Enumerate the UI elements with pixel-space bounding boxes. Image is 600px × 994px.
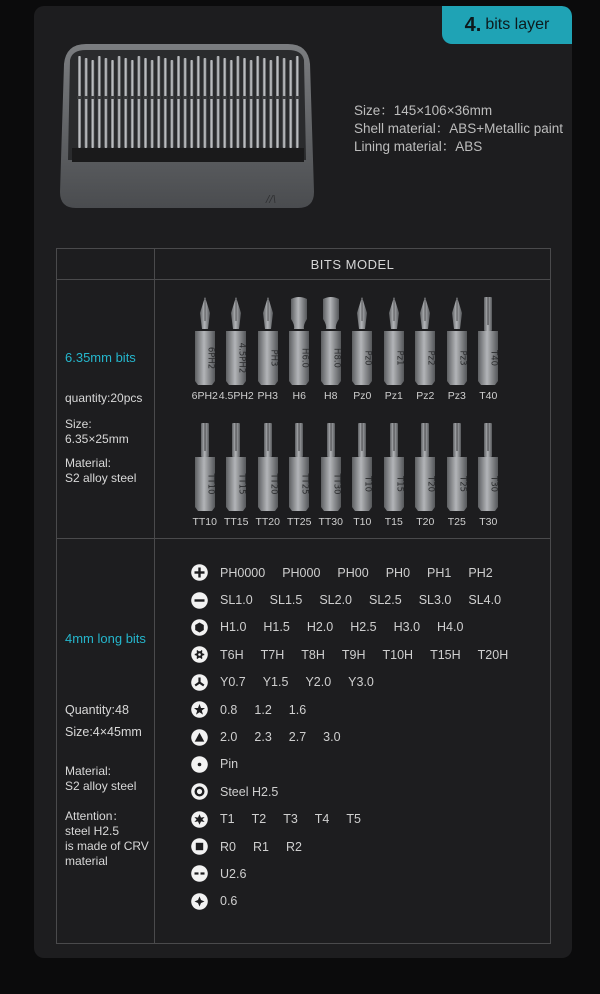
bits-row-2 — [189, 421, 504, 528]
bit-etch-text: TT10 — [205, 473, 216, 495]
bit-tt25 — [284, 421, 316, 528]
bit-pz3 — [441, 295, 473, 402]
bit-size-token: 2.7 — [288, 730, 307, 745]
section1-material-value: S2 alloy steel — [65, 471, 137, 485]
bit-size-token: 1.2 — [254, 702, 272, 717]
bit-label: T20 — [416, 516, 435, 528]
pin-icon — [191, 756, 208, 773]
section2-material — [65, 764, 136, 794]
bit-image — [223, 295, 249, 387]
bit-size-token: SL1.5 — [269, 593, 303, 608]
section2-size: Size:4×45mm — [65, 725, 142, 739]
bit-size-token: H3.0 — [393, 620, 421, 635]
u-type-icon — [191, 865, 208, 882]
bit-size-token: T2 — [251, 812, 267, 827]
bit-etch-text: TT25 — [299, 473, 310, 495]
bit-size-token: T15H — [430, 647, 461, 662]
bit-t25 — [441, 421, 473, 528]
bit-type-row — [191, 586, 525, 613]
bit-etch-text: PH3 — [268, 349, 279, 367]
bit-label: PH3 — [257, 390, 278, 402]
bit-label: Pz1 — [384, 390, 403, 402]
bit-label: TT20 — [255, 516, 280, 528]
section2-title: 4mm long bits — [65, 631, 146, 646]
bit-size-token: 3.0 — [323, 730, 341, 745]
bit-label: H8 — [324, 390, 338, 402]
bit-etch-text: 4.5PH2 — [236, 342, 247, 374]
bit-size-token: T1 — [220, 812, 235, 827]
bit-etch-text: TT15 — [236, 473, 247, 495]
bit-image — [381, 295, 407, 387]
slotted-icon — [191, 592, 208, 609]
bit-pz0 — [347, 295, 379, 402]
torx-icon — [191, 811, 208, 828]
bit-size-token: 0.6 — [220, 894, 238, 909]
bit-label: Pz2 — [416, 390, 435, 402]
spec-shell-material: Shell material：ABS+Metallic paint — [354, 121, 563, 136]
bit-t15 — [378, 421, 410, 528]
header-blank-cell — [57, 249, 155, 280]
bit-image — [223, 421, 249, 513]
bit-type-list — [191, 559, 525, 915]
section2-quantity: Quantity:48 — [65, 703, 129, 717]
bit-image — [255, 421, 281, 513]
tri-wing-icon — [191, 674, 208, 691]
bit-image — [192, 421, 218, 513]
bit-size-token: H2.0 — [306, 620, 334, 635]
bit-type-row — [191, 778, 525, 805]
section1-size — [65, 417, 129, 447]
bit-h6 — [284, 295, 316, 402]
cross-icon — [191, 893, 208, 910]
section2-material-label: Material: — [65, 764, 112, 778]
section2-material-value: S2 alloy steel — [65, 779, 137, 793]
bit-image — [444, 421, 470, 513]
spec-size: Size：145×106×36mm — [354, 103, 493, 118]
bit-image — [412, 295, 438, 387]
bit-image — [475, 295, 501, 387]
bit-size-token: H4.0 — [437, 620, 464, 635]
torx-security-icon — [191, 646, 208, 663]
bit-label: T40 — [479, 390, 498, 402]
bit-label: Pz3 — [447, 390, 466, 402]
section1-size-label: Size: — [65, 417, 92, 431]
bit-size-token: T3 — [283, 812, 298, 827]
bit-etch-text: TT30 — [331, 473, 342, 495]
square-icon — [191, 838, 208, 855]
bit-image — [192, 295, 218, 387]
bit-image — [318, 421, 344, 513]
bit-size-token: R0 — [220, 839, 236, 854]
bit-tt30 — [315, 421, 347, 528]
steel-hex-icon — [191, 783, 208, 800]
bit-size-token: SL2.0 — [319, 593, 353, 608]
bit-ph3 — [252, 295, 284, 402]
bit-etch-text: Pz2 — [425, 350, 436, 366]
tab-number: 4. — [464, 13, 482, 36]
bit-label: 4.5PH2 — [218, 390, 254, 402]
bit-tt10 — [189, 421, 221, 528]
bit-tt15 — [221, 421, 253, 528]
bit-size-token: T10H — [382, 647, 414, 662]
bit-size-token: 1.6 — [288, 702, 307, 717]
phillips-icon — [191, 564, 208, 581]
bit-type-row — [191, 696, 525, 723]
bit-size-token: H2.5 — [350, 620, 377, 635]
bit-image — [255, 295, 281, 387]
bit-image — [381, 421, 407, 513]
bit-type-row — [191, 806, 525, 833]
bit-label: H6 — [292, 390, 306, 402]
bit-t40 — [473, 295, 505, 402]
tab-label: bits layer — [485, 16, 550, 33]
bit-etch-text: T20 — [425, 475, 436, 493]
spec-list — [354, 102, 563, 156]
bit-etch-text: T10 — [362, 475, 373, 493]
bit-size-token: Y3.0 — [348, 675, 374, 690]
bit-etch-text: Pz1 — [394, 350, 405, 366]
section1-size-value: 6.35×25mm — [65, 432, 129, 446]
section-tab — [442, 6, 572, 44]
bit-label: T30 — [479, 516, 498, 528]
bit-size-token: SL3.0 — [418, 593, 452, 608]
bit-image — [444, 295, 470, 387]
bit-label: TT15 — [223, 516, 249, 528]
bit-etch-text: TT20 — [268, 473, 279, 495]
bits-model-header: BITS MODEL — [155, 249, 551, 280]
spec-lining-material: Lining material：ABS — [354, 139, 483, 154]
bit-size-token: PH0 — [385, 565, 411, 580]
section1-quantity: quantity:20pcs — [65, 391, 143, 405]
section2-attention — [65, 809, 149, 869]
bit-type-row — [191, 751, 525, 778]
bit-size-token: T9H — [341, 647, 366, 662]
section2-list-cell — [155, 539, 551, 944]
bit-size-token: T7H — [260, 647, 285, 662]
bit-h8 — [315, 295, 347, 402]
bit-size-token: U2.6 — [220, 866, 247, 881]
bit-type-row — [191, 833, 525, 860]
bit-size-token: R1 — [252, 839, 269, 854]
bit-image — [349, 295, 375, 387]
bit-size-token: Steel H2.5 — [220, 784, 279, 799]
bit-size-token: PH1 — [427, 565, 452, 580]
bit-pz2 — [410, 295, 442, 402]
bit-type-row — [191, 669, 525, 696]
bit-type-row — [191, 614, 525, 641]
bit-label: T15 — [384, 516, 403, 528]
bit-image — [412, 421, 438, 513]
bit-size-token: 0.8 — [220, 702, 238, 717]
bit-size-token: Pin — [220, 757, 239, 772]
bits-layer-card — [34, 6, 572, 958]
bit-t20 — [410, 421, 442, 528]
bit-6ph2 — [189, 295, 221, 402]
bits-row-1 — [189, 295, 504, 402]
bit-etch-text: H6.0 — [299, 348, 310, 368]
bit-size-token: PH00 — [337, 565, 369, 580]
bit-size-token: T6H — [220, 647, 244, 662]
bit-size-token: T8H — [301, 647, 325, 662]
section1-bits-cell — [155, 280, 551, 539]
bit-image — [475, 421, 501, 513]
attention-line-2: steel H2.5 — [65, 824, 120, 838]
bit-image — [286, 421, 312, 513]
section1-material-label: Material: — [65, 456, 112, 470]
bits-box-image — [52, 42, 322, 212]
bit-size-token: H1.0 — [220, 620, 247, 635]
bit-image — [349, 421, 375, 513]
bit-size-token: PH0000 — [220, 565, 266, 580]
bit-t30 — [473, 421, 505, 528]
svg-text://\: //\ — [266, 194, 277, 205]
bit-size-token: Y0.7 — [220, 675, 246, 690]
bit-etch-text: T30 — [488, 475, 499, 493]
bit-size-token: T4 — [314, 812, 330, 827]
bit-size-token: PH2 — [468, 565, 493, 580]
bit-type-row — [191, 723, 525, 750]
bit-size-token: H1.5 — [263, 620, 290, 635]
bit-etch-text: 6PH2 — [205, 346, 216, 370]
bit-etch-text: Pz3 — [457, 350, 468, 366]
bit-size-token: T5 — [346, 812, 361, 827]
bit-size-token: Y1.5 — [262, 675, 289, 690]
bit-size-token: PH000 — [282, 565, 321, 580]
hex-icon — [191, 619, 208, 636]
bit-etch-text: T15 — [394, 475, 405, 493]
bit-type-row — [191, 559, 525, 586]
bit-label: TT10 — [192, 516, 217, 528]
bit-image — [286, 295, 312, 387]
attention-line-4: material — [65, 854, 108, 868]
bit-t10 — [347, 421, 379, 528]
bit-size-token: R2 — [285, 839, 302, 854]
bit-size-token: SL4.0 — [468, 593, 502, 608]
bit-pz1 — [378, 295, 410, 402]
bit-size-token: SL2.5 — [369, 593, 402, 608]
attention-line-1: Attention： — [65, 809, 125, 823]
bit-size-token: T20H — [477, 647, 509, 662]
triangle-icon — [191, 729, 208, 746]
pentalobe-icon — [191, 701, 208, 718]
bit-label: TT25 — [286, 516, 312, 528]
bit-etch-text: T25 — [457, 475, 468, 493]
bit-etch-text: Pz0 — [362, 350, 373, 366]
bit-type-row — [191, 888, 525, 915]
bit-size-token: 2.3 — [254, 730, 272, 745]
bit-type-row — [191, 860, 525, 887]
section1-info-cell — [57, 280, 155, 539]
bit-tt20 — [252, 421, 284, 528]
bit-size-token: SL1.0 — [220, 593, 253, 608]
bit-etch-text: H8.0 — [331, 348, 342, 368]
section1-material — [65, 456, 136, 486]
bit-label: TT30 — [318, 516, 343, 528]
bit-type-row — [191, 641, 525, 668]
bit-label: T25 — [447, 516, 466, 528]
bit-label: 6PH2 — [191, 390, 218, 402]
attention-line-3: is made of CRV — [65, 839, 149, 853]
section2-info-cell — [57, 539, 155, 944]
bits-model-table — [56, 248, 551, 944]
bit-size-token: Y2.0 — [305, 675, 332, 690]
bit-image — [318, 295, 344, 387]
bit-45ph2 — [218, 295, 254, 402]
bit-size-token: 2.0 — [220, 730, 238, 745]
bit-label: T10 — [353, 516, 372, 528]
bit-label: Pz0 — [353, 390, 372, 402]
bit-etch-text: T40 — [488, 349, 499, 367]
section1-title: 6.35mm bits — [65, 350, 136, 365]
